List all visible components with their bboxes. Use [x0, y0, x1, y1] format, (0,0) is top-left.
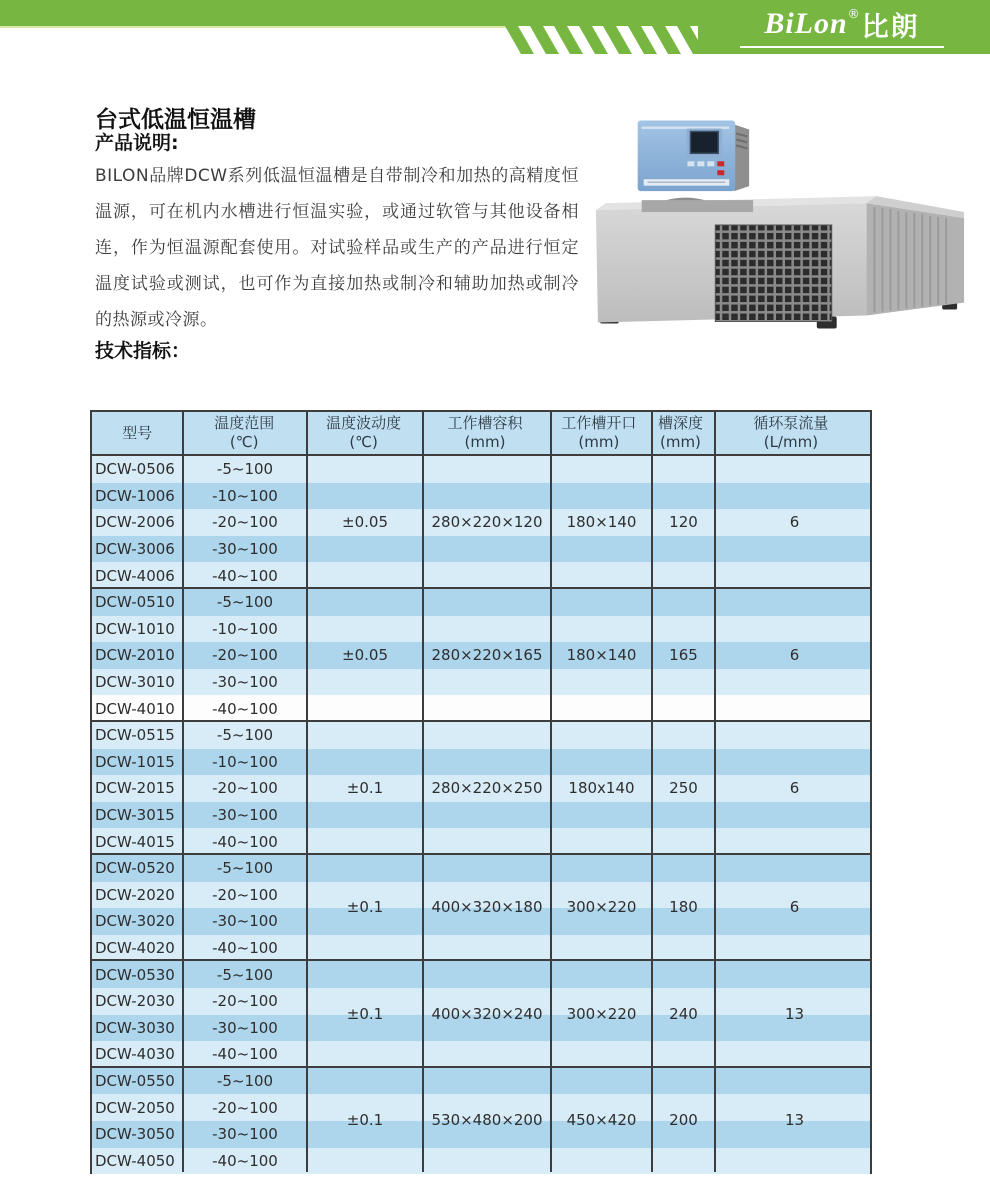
merged-value-cell: 120 [669, 512, 698, 531]
model-cell: DCW-4020 [95, 939, 175, 958]
merged-value-cell: 180×140 [566, 645, 637, 664]
column-header [421, 412, 548, 454]
product-description-heading: 产品说明: [95, 132, 179, 154]
merged-value-cell: 280×220×165 [431, 645, 543, 664]
model-cell: DCW-2030 [95, 992, 175, 1011]
merged-value-cell: 280×220×120 [431, 512, 543, 531]
column-header [649, 412, 712, 454]
model-cell: DCW-2050 [95, 1098, 175, 1117]
temp-range-cell: -40~100 [212, 566, 278, 585]
brand-logo [740, 4, 944, 48]
temp-range-cell: -30~100 [212, 673, 278, 692]
merged-value-cell: 200 [669, 1110, 698, 1129]
temp-range-cell: -5~100 [216, 1072, 274, 1091]
merged-value-cell: 6 [789, 512, 800, 531]
merged-value-cell: ±0.05 [342, 645, 388, 664]
merged-value-cell: 240 [669, 1004, 698, 1023]
temp-range-cell: -5~100 [216, 965, 274, 984]
merged-value-cell: 280×220×250 [431, 778, 543, 797]
model-cell: DCW-4006 [95, 566, 175, 585]
model-cell: DCW-4010 [95, 699, 175, 718]
model-cell: DCW-4050 [95, 1151, 175, 1170]
temp-range-cell: -5~100 [216, 593, 274, 612]
model-cell: DCW-3015 [95, 806, 175, 825]
merged-value-cell: 530×480×200 [431, 1110, 543, 1129]
merged-value-cell: ±0.1 [346, 898, 384, 917]
merged-value-cell: 400×320×240 [431, 1004, 543, 1023]
tech-spec-heading: 技术指标： [95, 340, 191, 362]
table-group [92, 454, 870, 587]
model-cell: DCW-2006 [95, 513, 175, 532]
model-cell: DCW-0506 [95, 460, 175, 479]
merged-value-cell: 6 [789, 645, 800, 664]
model-cell: DCW-2020 [95, 885, 175, 904]
temp-range-cell: -40~100 [212, 1151, 278, 1170]
product-description: BILON品牌DCW系列低温恒温槽是自带制冷和加热的高精度恒温源，可在机内水槽进行恒温实验，或通过软管与其他设备相连，作为恒温源配套使用。对试验样品或生产的产品进行恒定温度试验或测试，也可作为直接加热或制冷和辅助加热或制冷的热源或冷源。 [95, 166, 579, 330]
temp-range-cell: -10~100 [212, 752, 278, 771]
merged-value-cell: 250 [669, 778, 698, 797]
merged-value-cell: 300×220 [566, 898, 637, 917]
column-header-label: 工作槽容积 [447, 414, 523, 433]
column-header [549, 412, 649, 454]
temp-range-cell: -30~100 [212, 806, 278, 825]
brand-logo-chinese: 比朗 [861, 11, 920, 43]
merged-value-cell: ±0.1 [346, 1110, 384, 1129]
model-cell: DCW-0520 [95, 859, 175, 878]
diagonal-stripes [505, 26, 706, 54]
front-grille [715, 225, 831, 322]
table-group [92, 853, 870, 959]
model-cell: DCW-3030 [95, 1018, 175, 1037]
column-header [306, 412, 421, 454]
temp-range-cell: -30~100 [212, 912, 278, 931]
registered-trademark-icon: ® [847, 7, 860, 21]
merged-value-cell: 13 [784, 1110, 805, 1129]
temp-range-cell: -20~100 [212, 992, 278, 1011]
column-header-label: 型号 [122, 423, 153, 442]
model-cell: DCW-2010 [95, 646, 175, 665]
merged-value-cell: 400×320×180 [431, 898, 543, 917]
column-header-unit: (℃) [229, 433, 259, 451]
temp-range-cell: -40~100 [212, 832, 278, 851]
temp-range-cell: -40~100 [212, 939, 278, 958]
column-header-unit: (℃) [349, 433, 378, 451]
merged-value-cell: 13 [784, 1004, 805, 1023]
temp-range-cell: -30~100 [212, 1125, 278, 1144]
spec-table [90, 410, 872, 1174]
column-header [92, 412, 183, 454]
model-cell: DCW-3006 [95, 540, 175, 559]
temp-range-cell: -10~100 [212, 486, 278, 505]
merged-value-cell: ±0.1 [346, 778, 384, 797]
temp-range-cell: -20~100 [212, 513, 278, 532]
table-header-row [92, 412, 870, 454]
temp-range-cell: -20~100 [212, 779, 278, 798]
temp-range-cell: -40~100 [212, 699, 278, 718]
product-image [578, 106, 976, 336]
brand-banner [0, 0, 990, 58]
model-cell: DCW-0530 [95, 965, 175, 984]
column-header-unit: (L/mm) [763, 433, 819, 451]
table-group [92, 720, 870, 853]
model-cell: DCW-0550 [95, 1072, 175, 1091]
column-header-unit: (mm) [659, 433, 701, 451]
table-group [92, 959, 870, 1065]
table-group [92, 587, 870, 720]
merged-value-cell: 6 [789, 898, 800, 917]
column-header-label: 温度范围 [214, 414, 275, 433]
merged-value-cell: 180 [669, 898, 698, 917]
merged-value-cell: ±0.05 [342, 512, 388, 531]
column-header-label: 循环泵流量 [753, 414, 829, 433]
column-header [712, 412, 870, 454]
merged-value-cell: 180×140 [566, 512, 637, 531]
merged-value-cell: ±0.1 [346, 1004, 384, 1023]
page-title: 台式低温恒温槽 [95, 107, 256, 134]
model-cell: DCW-1015 [95, 752, 175, 771]
temp-range-cell: -30~100 [212, 540, 278, 559]
model-cell: DCW-0510 [95, 593, 175, 612]
merged-value-cell: 300×220 [566, 1004, 637, 1023]
model-cell: DCW-3010 [95, 673, 175, 692]
temp-range-cell: -20~100 [212, 1098, 278, 1117]
column-header-unit: (mm) [578, 433, 620, 451]
brand-logo-latin: BiLon [764, 7, 848, 40]
column-header-label: 工作槽开口 [561, 414, 637, 433]
column-header-label: 槽深度 [657, 414, 703, 433]
model-cell: DCW-4030 [95, 1045, 175, 1064]
column-header [183, 412, 306, 454]
model-cell: DCW-1010 [95, 619, 175, 638]
model-cell: DCW-4015 [95, 832, 175, 851]
temp-range-cell: -10~100 [212, 619, 278, 638]
table-group [92, 1066, 870, 1172]
column-header-unit: (mm) [464, 433, 506, 451]
temp-range-cell: -30~100 [212, 1018, 278, 1037]
merged-value-cell: 6 [789, 778, 800, 797]
model-cell: DCW-2015 [95, 779, 175, 798]
temp-range-cell: -20~100 [212, 646, 278, 665]
column-header-label: 温度波动度 [326, 414, 402, 433]
temp-range-cell: -5~100 [216, 859, 274, 878]
model-cell: DCW-3020 [95, 912, 175, 931]
temp-range-cell: -40~100 [212, 1045, 278, 1064]
merged-value-cell: 450×420 [566, 1110, 637, 1129]
model-cell: DCW-0515 [95, 726, 175, 745]
display-screen [690, 131, 718, 153]
temp-range-cell: -5~100 [216, 726, 274, 745]
model-cell: DCW-1006 [95, 486, 175, 505]
merged-value-cell: 180x140 [568, 778, 635, 797]
temp-range-cell: -20~100 [212, 885, 278, 904]
temp-range-cell: -5~100 [216, 460, 274, 479]
model-cell: DCW-3050 [95, 1125, 175, 1144]
merged-value-cell: 165 [669, 645, 698, 664]
